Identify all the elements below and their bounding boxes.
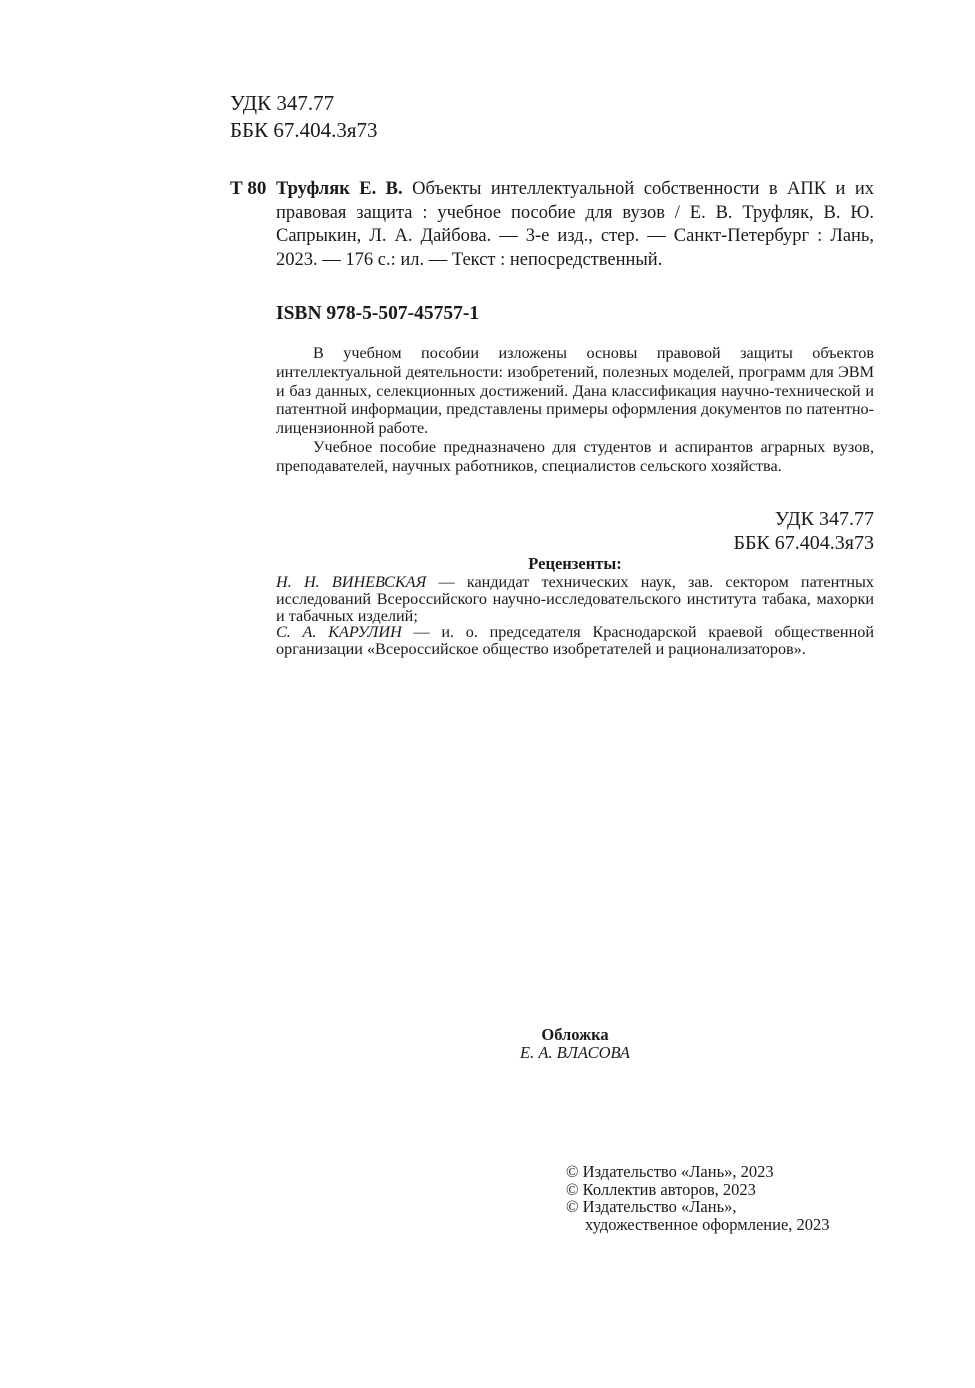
- isbn: ISBN 978-5-507-45757-1: [276, 303, 480, 324]
- udk-code: УДК 347.77: [230, 91, 335, 115]
- reviewers-list: [276, 574, 874, 658]
- copyright-line: © Издательство «Лань», 2023: [566, 1162, 774, 1181]
- copyright-line: © Коллектив авторов, 2023: [566, 1179, 756, 1199]
- reviewers-title: Рецензенты:: [528, 554, 622, 573]
- copyright-line: художественное оформление, 2023: [585, 1214, 830, 1234]
- classification-block-top: [230, 90, 378, 144]
- author-name: Труфляк Е. В.: [276, 179, 403, 199]
- annotation-paragraph-2: Учебное пособие предназначено для студентов и аспирантов аграрных вузов, преподавателей, научных работников, специалистов сельского хозяйства.: [276, 437, 874, 475]
- classification-block-right: [600, 507, 874, 555]
- reviewer-entry: [276, 574, 874, 624]
- copyright-block: [566, 1163, 886, 1233]
- bbk-code-right: ББК 67.404.3я73: [733, 532, 874, 554]
- annotation: [276, 344, 874, 476]
- reviewer-description: — кандидат технических наук, зав. сектором патентных исследований Всероссийского научно-исследовательского института табака, махорки и табачных изделий;: [276, 573, 874, 625]
- udk-code-right: УДК 347.77: [774, 508, 874, 530]
- reviewer-description: — и. о. председателя Краснодарской краевой общественной организации «Всероссийское общество изобретателей и рационализаторов».: [276, 623, 874, 659]
- cover-credit-title: Обложка: [541, 1025, 609, 1044]
- bibliographic-record: [276, 178, 874, 272]
- author-cipher: Т 80: [230, 178, 267, 199]
- reviewer-name: Н. Н. ВИНЕВСКАЯ: [276, 573, 427, 591]
- cover-designer-name: Е. А. ВЛАСОВА: [519, 1043, 631, 1062]
- annotation-paragraph-1: В учебном пособии изложены основы правовой защиты объектов интеллектуальной деятельности: изобретений, полезных моделей, программ для ЭВМ и баз данных, селекционных достижений. Дана классификация научно-технической и патентной информации, представлены примеры оформления документов по патентно-лицензионной работе.: [276, 344, 874, 438]
- copyright-line: © Издательство «Лань»,: [566, 1197, 737, 1216]
- bbk-code: ББК 67.404.3я73: [230, 118, 378, 142]
- reviewer-entry: [276, 624, 874, 658]
- bibliographic-description: Объекты интеллектуальной собственности в АПК и их правовая защита : учебное пособие для вузов / Е. В. Труфляк, В. Ю. Сапрыкин, Л. А. Дайбова. — 3-е изд., стер. — Санкт-Петербург : Лань, 2023. — 176 с.: ил. — Текст : непосредственный.: [276, 179, 874, 270]
- reviewer-name: С. А. КАРУЛИН: [276, 623, 402, 642]
